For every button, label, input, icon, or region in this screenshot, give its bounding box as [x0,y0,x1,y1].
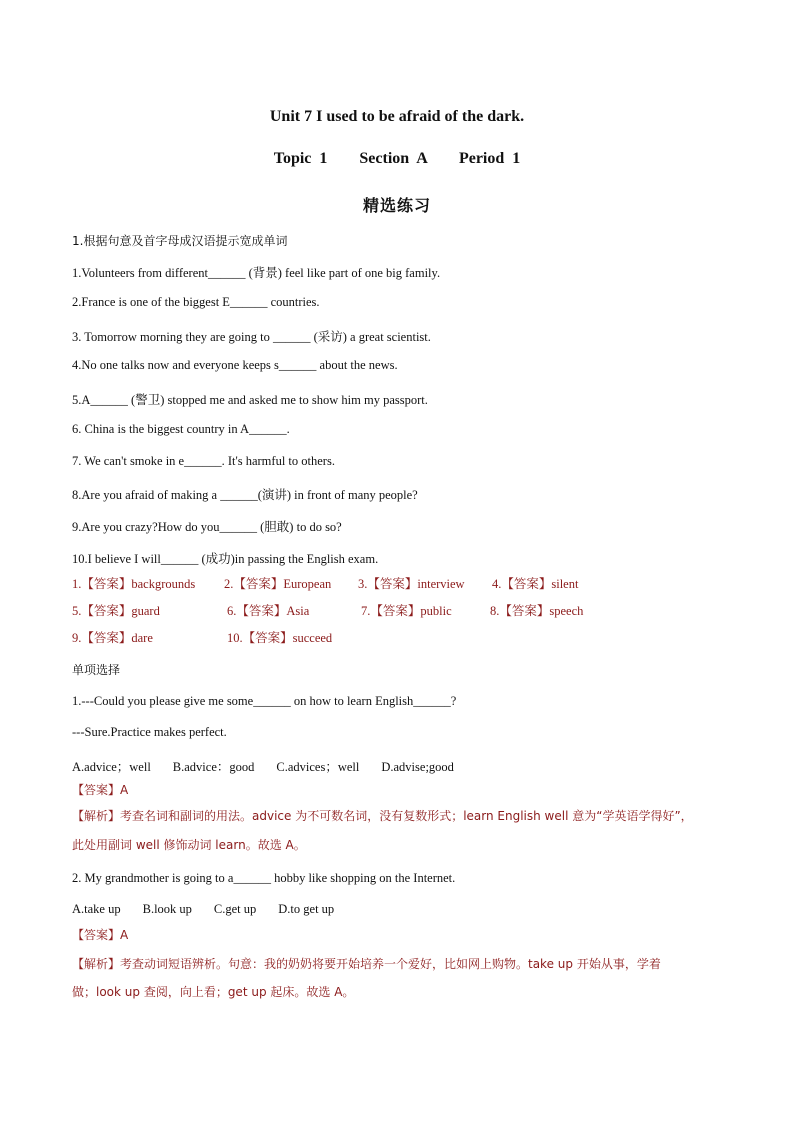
mc-analysis-1-line1: 【解析】考查名词和副词的用法。advice 为不可数名词，没有复数形式；learn English well 意为“学英语学得好”， [72,809,693,823]
unit-title: Unit 7 I used to be afraid of the dark. [269,108,525,125]
question-10: 10.I believe I will______ (成功)in passing the English exam. [72,552,379,566]
option-d: D.advise;good [381,760,454,774]
option-b: B.look up [142,902,192,916]
question-2: 2.France is one of the biggest E______ countries. [72,295,320,309]
question-5: 5.A______ (警卫) stopped me and asked me to show him my passport. [72,393,428,407]
answer-8: 8.【答案】speech [490,604,584,618]
option-b: B.advice：good [172,760,255,774]
mc-question-2-options [72,902,356,917]
answer-5: 5.【答案】guard [72,604,160,618]
answer-2: 2.【答案】European [224,577,332,591]
answer-6: 6.【答案】Asia [227,604,310,618]
option-c: C.advices；well [276,760,360,774]
mc-answer-1: 【答案】A [72,783,129,797]
section-title: 精选练习 [362,196,431,215]
answer-4: 4.【答案】silent [492,577,579,591]
answer-7: 7.【答案】public [361,604,452,618]
question-4: 4.No one talks now and everyone keeps s______ about the news. [72,358,398,372]
option-a: A.take up [72,902,121,916]
question-1: 1.Volunteers from different______ (背景) feel like part of one big family. [72,266,441,280]
mc-analysis-2-line1: 【解析】考查动词短语辨析。句意：我的奶奶将要开始培养一个爱好，比如网上购物。take up 开始从事，学着 [72,957,661,971]
part2-heading: 单项选择 [72,663,121,677]
answer-9: 9.【答案】dare [72,631,153,645]
mc-answer-2: 【答案】A [72,928,129,942]
part1-heading: 1.根据句意及首字母成汉语提示宽成单词 [72,234,288,248]
question-6: 6. China is the biggest country in A______. [72,422,290,436]
mc-analysis-2-line2: 做；look up 查阅，向上看；get up 起床。故选 A。 [72,985,355,999]
option-c: C.get up [213,902,257,916]
answer-10: 10.【答案】succeed [227,631,333,645]
mc-question-2: 2. My grandmother is going to a______ hobby like shopping on the Internet. [72,871,456,885]
question-8: 8.Are you afraid of making a ______(演讲) in front of many people? [72,488,418,502]
question-3: 3. Tomorrow morning they are going to ______ (采访) a great scientist. [72,330,431,344]
answer-1: 1.【答案】backgrounds [72,577,196,591]
option-d: D.to get up [278,902,335,916]
mc-question-1: 1.---Could you please give me some______ on how to learn English______? [72,694,457,708]
topic-subtitle: Topic 1 Section A Period 1 [273,150,521,167]
question-9: 9.Are you crazy?How do you______ (胆敢) to do so? [72,520,342,534]
mc-question-1-reply: ---Sure.Practice makes perfect. [72,725,227,739]
option-a: A.advice；well [72,760,151,774]
mc-question-1-options [72,757,476,775]
mc-analysis-1-line2: 此处用副词 well 修饰动词 learn。故选 A。 [72,838,306,852]
question-7: 7. We can't smoke in e______. It's harmful to others. [72,454,335,468]
answer-3: 3.【答案】interview [358,577,465,591]
